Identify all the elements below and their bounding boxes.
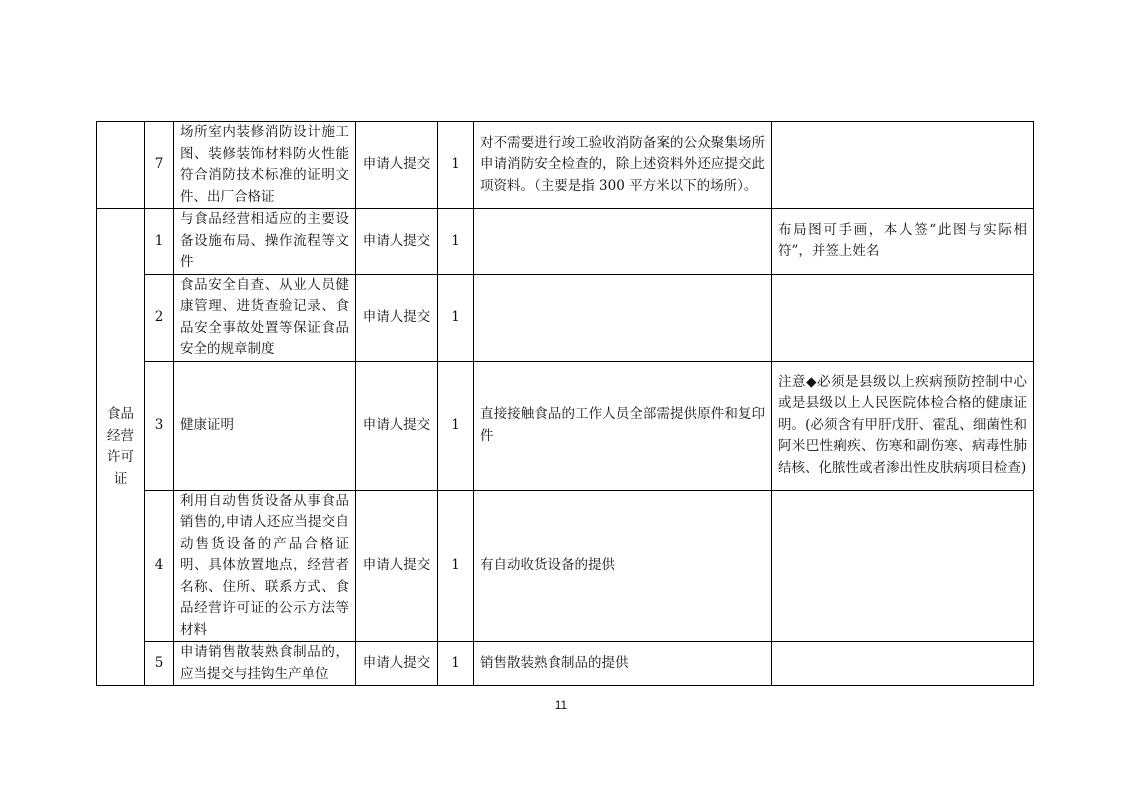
material-source: 申请人提交 [356, 490, 438, 642]
table-row [97, 209, 1034, 275]
material-name: 利用自动售货设备从事食品销售的,申请人还应当提交自动售货设备的产品合格证明、具体放置地点，经营者名称、住所、联系方式、食品经营许可证的公示方法等材料 [174, 490, 356, 642]
table-row [97, 122, 1034, 209]
material-remark: 直接接触食品的工作人员全部需提供原件和复印件 [474, 361, 772, 490]
material-source: 申请人提交 [356, 122, 438, 209]
material-note [772, 122, 1034, 209]
table-row [97, 361, 1034, 490]
material-name: 申请销售散装熟食制品的，应当提交与挂钩生产单位 [174, 642, 356, 686]
material-note [772, 274, 1034, 361]
material-name: 健康证明 [174, 361, 356, 490]
row-number: 3 [145, 361, 174, 490]
material-source: 申请人提交 [356, 209, 438, 275]
row-number: 1 [145, 209, 174, 275]
table-row [97, 490, 1034, 642]
category-label: 食品经营许可证 [107, 406, 134, 487]
copy-count: 1 [438, 274, 474, 361]
materials-table [96, 121, 1034, 686]
row-number: 4 [145, 490, 174, 642]
material-note: 布局图可手画，本人签“此图与实际相符”，并签上姓名 [772, 209, 1034, 275]
material-source: 申请人提交 [356, 642, 438, 686]
material-name: 食品安全自查、从业人员健康管理、进货查验记录、食品安全事故处置等保证食品安全的规章制度 [174, 274, 356, 361]
material-source: 申请人提交 [356, 274, 438, 361]
material-name: 与食品经营相适应的主要设备设施布局、操作流程等文件 [174, 209, 356, 275]
material-name: 场所室内装修消防设计施工图、装修装饰材料防火性能符合消防技术标准的证明文件、出厂合格证 [174, 122, 356, 209]
copy-count: 1 [438, 122, 474, 209]
material-source: 申请人提交 [356, 361, 438, 490]
material-remark [474, 274, 772, 361]
material-note [772, 490, 1034, 642]
row-number: 2 [145, 274, 174, 361]
material-remark [474, 209, 772, 275]
table-row [97, 642, 1034, 686]
table-row [97, 274, 1034, 361]
category-cell-empty [97, 122, 145, 209]
copy-count: 1 [438, 209, 474, 275]
copy-count: 1 [438, 490, 474, 642]
copy-count: 1 [438, 642, 474, 686]
page-number: 11 [554, 698, 568, 712]
material-note: 注意◆必须是县级以上疾病预防控制中心或是县级以上人民医院体检合格的健康证明。(必须含有甲肝戊肝、霍乱、细菌性和阿米巴性痢疾、伤寒和副伤寒、病毒性肺结核、化脓性或者渗出性皮肤病项目检查) [772, 361, 1034, 490]
material-remark: 对不需要进行竣工验收消防备案的公众聚集场所申请消防安全检查的，除上述资料外还应提交此项资料。（主要是指 300 平方米以下的场所）。 [474, 122, 772, 209]
material-remark: 销售散装熟食制品的提供 [474, 642, 772, 686]
copy-count: 1 [438, 361, 474, 490]
category-cell [97, 209, 145, 686]
row-number: 7 [145, 122, 174, 209]
material-note [772, 642, 1034, 686]
row-number: 5 [145, 642, 174, 686]
material-remark: 有自动收货设备的提供 [474, 490, 772, 642]
